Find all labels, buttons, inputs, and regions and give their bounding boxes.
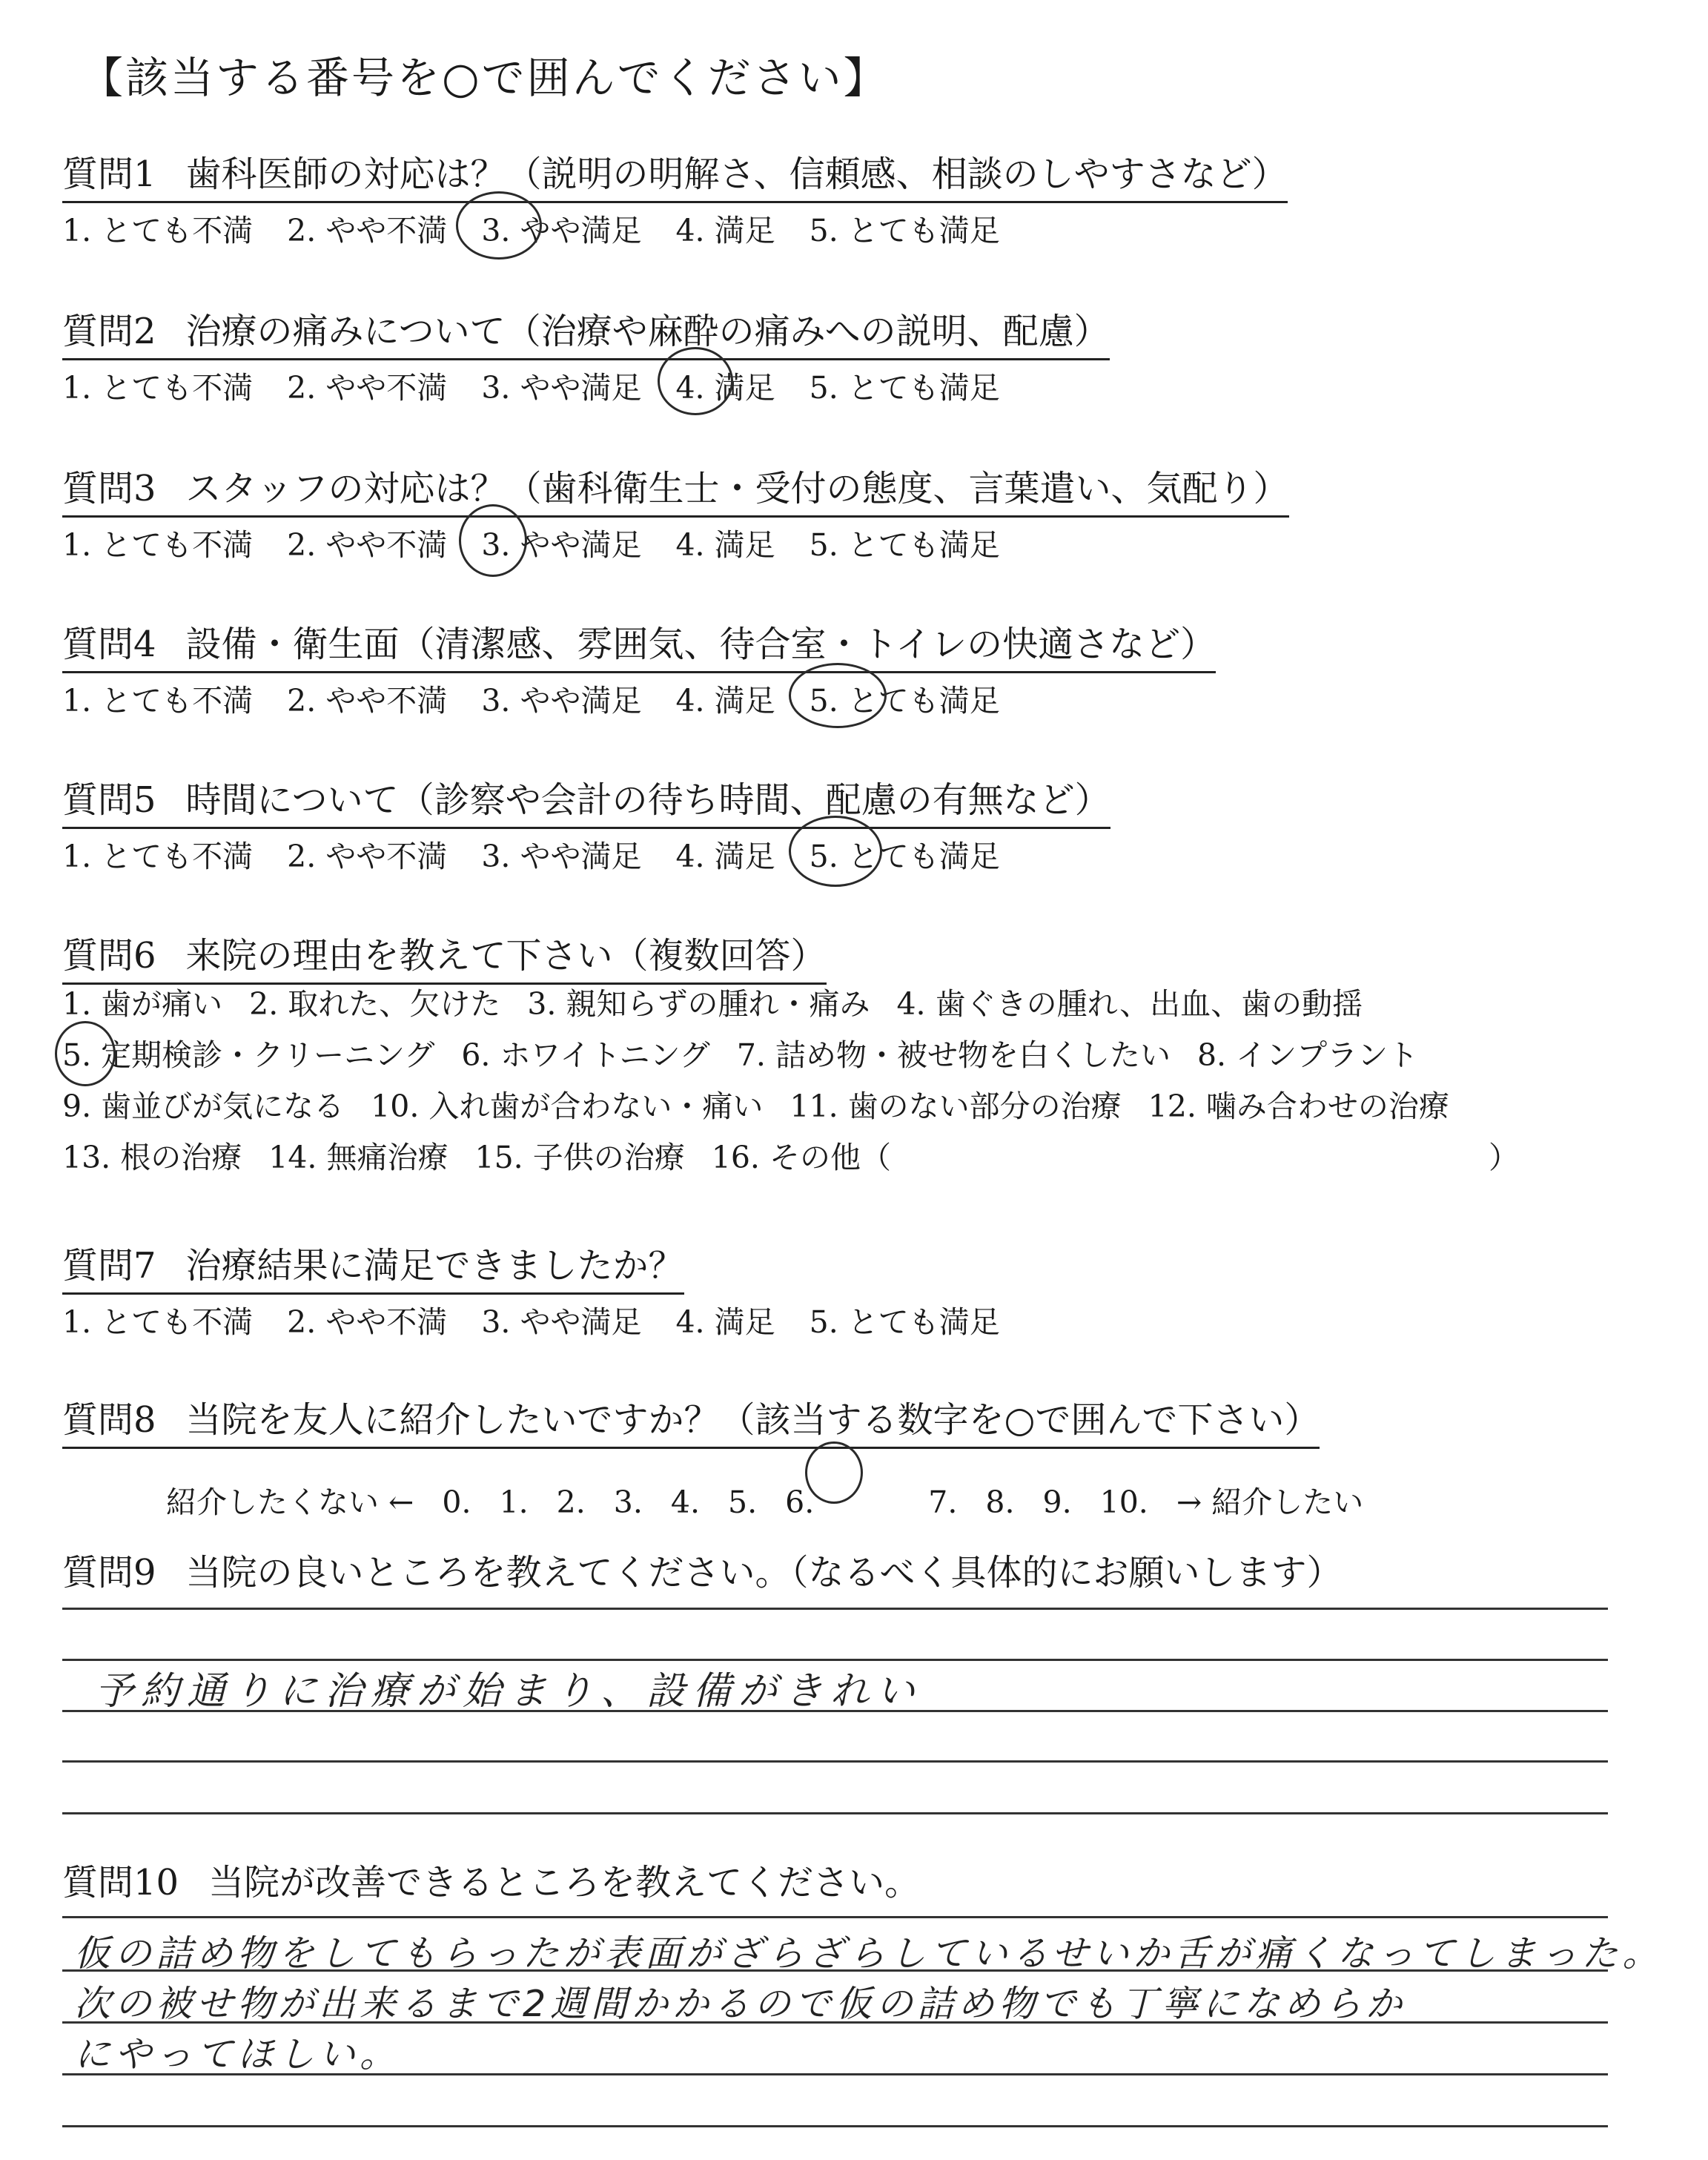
answer-line [62, 2125, 1608, 2127]
answer-line [62, 1812, 1608, 1814]
question-2-number: 質問2 [62, 311, 156, 352]
selection-circle [459, 504, 527, 577]
question-4-heading [62, 615, 1216, 673]
question-8-number: 質問8 [62, 1399, 156, 1441]
question-4-text: 設備・衛生面（清潔感、雰囲気、待合室・トイレの快適さなど） [185, 624, 1217, 665]
reason-row [62, 1132, 1519, 1183]
handwritten-answer-10-line-3[interactable]: にやってほしい。 [74, 2033, 401, 2075]
reason-row [62, 979, 1519, 1030]
question-8-heading [62, 1391, 1320, 1449]
option-2[interactable]: 2. やや不満 [287, 370, 448, 406]
question-4-options [62, 676, 1034, 720]
reason-options [62, 979, 1519, 1183]
question-6-number: 質問6 [62, 935, 156, 977]
question-3-heading [62, 460, 1289, 518]
scale-value[interactable]: 10. [1099, 1484, 1148, 1520]
option-5[interactable]: 5. とても満足 [809, 527, 1000, 563]
option-3[interactable]: 3. やや満足 [481, 839, 642, 874]
option-5[interactable]: 5. とても満足 [809, 1304, 1000, 1340]
question-9-text: 当院の良いところを教えてください。（なるべく具体的にお願いします） [185, 1552, 1343, 1593]
option-1[interactable]: 1. とても不満 [62, 213, 254, 248]
scale-value[interactable]: 5. [728, 1484, 758, 1520]
scale-value[interactable]: 2. [556, 1484, 586, 1520]
question-2-options [62, 363, 1034, 407]
reason-option[interactable]: 7. 詰め物・被せ物を白くしたい [736, 1037, 1171, 1073]
scale-value[interactable]: 8. [985, 1484, 1015, 1520]
option-2[interactable]: 2. やや不満 [287, 1304, 448, 1340]
selection-circle [789, 816, 882, 887]
question-3-options [62, 521, 1034, 564]
option-4[interactable]: 4. 満足 [675, 1304, 775, 1340]
option-5[interactable]: 5. とても満足 [809, 370, 1000, 406]
question-10-text: 当院が改善できるところを教えてください。 [208, 1862, 921, 1903]
option-3[interactable]: 3. やや満足 [481, 683, 642, 719]
answer-line [62, 1916, 1608, 1918]
question-2-heading [62, 303, 1110, 360]
question-10-number: 質問10 [62, 1862, 179, 1903]
question-4-number: 質問4 [62, 624, 156, 665]
option-3[interactable]: 3. やや満足 [481, 370, 642, 406]
option-4[interactable]: 4. 満足 [675, 839, 775, 874]
question-1-options [62, 206, 1034, 250]
answer-line [62, 1760, 1608, 1763]
question-9-number: 質問9 [62, 1552, 156, 1593]
other-close-paren: ） [1489, 1140, 1519, 1175]
reason-option[interactable]: 2. 取れた、欠けた [249, 986, 501, 1022]
option-4[interactable]: 4. 満足 [675, 527, 775, 563]
question-1-heading [62, 145, 1288, 203]
handwritten-answer-9[interactable]: 予約通りに治療が始まり、設備がきれい [95, 1669, 923, 1714]
instruction-heading: 【該当する番号を○で囲んでください】 [80, 53, 889, 103]
option-3[interactable]: 3. やや満足 [481, 521, 641, 564]
selection-circle [55, 1021, 116, 1086]
question-7-text: 治療結果に満足できましたか？ [185, 1245, 684, 1287]
reason-option[interactable]: 10. 入れ歯が合わない・痛い [371, 1089, 764, 1124]
question-10-heading [62, 1854, 920, 1909]
option-2[interactable]: 2. やや不満 [287, 213, 448, 248]
option-5[interactable]: 5. とても満足 [810, 676, 1000, 720]
question-7-number: 質問7 [62, 1245, 156, 1287]
scale-value[interactable]: 7. [928, 1484, 958, 1520]
reason-option[interactable]: 14. 無痛治療 [268, 1140, 448, 1175]
reason-row [62, 1081, 1519, 1132]
reason-option[interactable]: 6. ホワイトニング [461, 1037, 710, 1073]
option-1[interactable]: 1. とても不満 [62, 839, 254, 874]
reason-option[interactable]: 5. 定期検診・クリーニング [62, 1030, 434, 1081]
option-5[interactable]: 5. とても満足 [809, 213, 1000, 248]
reason-row [62, 1030, 1519, 1081]
question-6-text: 来院の理由を教えて下さい（複数回答） [185, 935, 827, 977]
question-1-number: 質問1 [62, 153, 156, 195]
reason-option[interactable]: 9. 歯並びが気になる [62, 1089, 345, 1124]
question-3-number: 質問3 [62, 468, 156, 509]
selection-circle [789, 663, 887, 728]
scale-value[interactable]: 3. [613, 1484, 643, 1520]
question-7-heading [62, 1237, 684, 1295]
reason-option[interactable]: 12. 噛み合わせの治療 [1148, 1089, 1449, 1124]
question-8-text: 当院を友人に紹介したいですか？（該当する数字を○で囲んで下さい） [185, 1399, 1320, 1441]
option-1[interactable]: 1. とても不満 [62, 683, 254, 719]
question-5-text: 時間について（診察や会計の待ち時間、配慮の有無など） [185, 779, 1110, 821]
question-5-options [62, 832, 1034, 876]
option-1[interactable]: 1. とても不満 [62, 1304, 254, 1340]
question-3-text: スタッフの対応は？（歯科衛生士・受付の態度、言葉遣い、気配り） [185, 468, 1289, 509]
scale-value[interactable]: 0. [442, 1484, 471, 1520]
reason-option[interactable]: 16. その他（ [711, 1140, 891, 1175]
question-1-text: 歯科医師の対応は？（説明の明解さ、信頼感、相談のしやすさなど） [185, 153, 1288, 195]
selection-circle [456, 191, 542, 260]
reason-option[interactable]: 13. 根の治療 [62, 1140, 242, 1175]
option-3[interactable]: 3. やや満足 [481, 206, 641, 250]
reason-option[interactable]: 15. 子供の治療 [474, 1140, 685, 1175]
question-7-options [62, 1298, 1034, 1341]
question-5-heading [62, 771, 1110, 829]
reason-option[interactable]: 11. 歯のない部分の治療 [790, 1089, 1122, 1124]
option-2[interactable]: 2. やや不満 [287, 683, 448, 719]
question-2-text: 治療の痛みについて（治療や麻酔の痛みへの説明、配慮） [185, 311, 1110, 352]
question-5-number: 質問5 [62, 779, 156, 821]
scale-left-label: 紹介したくない ← [166, 1484, 414, 1520]
handwritten-answer-10-line-1[interactable]: 仮の詰め物をしてもらったが表面がざらざらしているせいか舌が痛くなってしまった。 [74, 1932, 1664, 1975]
option-5[interactable]: 5. とても満足 [810, 832, 1000, 876]
handwritten-answer-10-line-2[interactable]: 次の被せ物が出来るまで2週間かかるので仮の詰め物でも丁寧になめらか [74, 1983, 1407, 2025]
reason-option[interactable]: 1. 歯が痛い [62, 986, 223, 1022]
option-4[interactable]: 4. 満足 [675, 213, 775, 248]
scale-value[interactable]: 1. [499, 1484, 529, 1520]
selection-circle [658, 347, 733, 415]
scale-value[interactable]: 9. [1042, 1484, 1072, 1520]
reason-option[interactable]: 3. 親知らずの腫れ・痛み [527, 986, 870, 1022]
reason-option[interactable]: 4. 歯ぐきの腫れ、出血、歯の動揺 [896, 986, 1363, 1022]
option-3[interactable]: 3. やや満足 [481, 1304, 642, 1340]
scale-value[interactable]: 4. [670, 1484, 701, 1520]
option-4[interactable]: 4. 満足 [675, 683, 775, 719]
reason-option[interactable]: 8. インプラント [1196, 1037, 1419, 1073]
option-2[interactable]: 2. やや不満 [287, 527, 448, 563]
scale-right-label: → 紹介したい [1176, 1484, 1364, 1520]
option-1[interactable]: 1. とても不満 [62, 370, 254, 406]
scale-value[interactable]: 6. [785, 1450, 900, 1520]
answer-line [62, 1608, 1608, 1610]
recommend-scale [166, 1450, 1391, 1522]
question-6-heading [62, 927, 827, 985]
selection-circle [805, 1441, 863, 1504]
question-9-heading [62, 1544, 1343, 1599]
option-4[interactable]: 4. 満足 [675, 363, 775, 407]
option-1[interactable]: 1. とても不満 [62, 527, 254, 563]
option-2[interactable]: 2. やや不満 [287, 839, 448, 874]
